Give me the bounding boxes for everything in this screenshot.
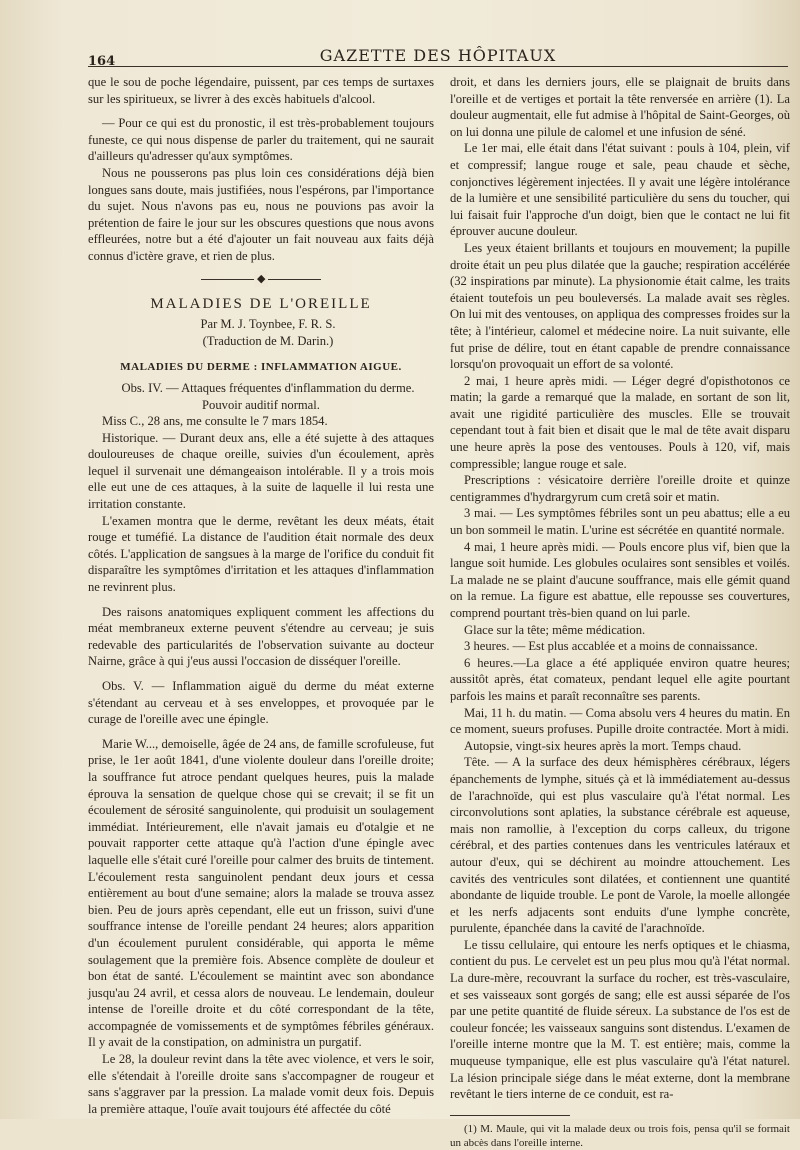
paragraph: 3 mai. — Les symptômes fébriles sont un peu abattus; elle a eu un bon sommeil le matin. L'urine est sécrétée en quantité normale. bbox=[450, 506, 790, 538]
paragraph: Des raisons anatomiques expliquent comment les affections du méat membraneux externe peuvent s'étendre au cerveau; je suis redevable des particularités de l'observation suivante au docteur Nairne, grâce à qui j'eus aussi l'occasion de disséquer l'oreille. bbox=[88, 604, 434, 669]
translator-line: (Traduction de M. Darin.) bbox=[202, 333, 334, 348]
observation-title: Obs. IV. — Attaques fréquentes d'inflammation du derme. Pouvoir auditif normal. bbox=[121, 380, 415, 412]
page-header bbox=[88, 44, 788, 67]
paragraph: Prescriptions : vésicatoire derrière l'oreille droite et quinze centigrammes d'hydrargyrum cum cretâ soir et matin. bbox=[450, 473, 790, 504]
paragraph: Tête. — A la surface des deux hémisphères cérébraux, légers épanchements de lymphe, situés çà et là immédiatement au-dessus de l'arachnoïde, qui est plus vasculaire qu'à l'état normal. Les circonvolutions sont aplaties, la substance cérébrale est aqueuse, mais non ramollie, à l'exception du corps calleux, du trigone cérébral, et des parties contenues dans les ventricules latéraux et autour d'eux, qui se déchirent au moindre attouchement. Les cavités des ventricules sont dilatées, et contiennent une quantité abondante de liquide trouble. Le pont de Varole, la moelle allongée et les nerfs adjacents sont enduits d'une lymphe concrète, purulente, épanchée dans la cavité de l'arachnoïde. bbox=[450, 755, 790, 936]
paragraph: Le tissu cellulaire, qui entoure les nerfs optiques et le chiasma, contient du pus. Le cervelet est un peu plus mou qu'à l'état normal. La dure-mère, recouvrant la surface du rocher, est très-vasculaire, et ses vaisseaux sont gorgés de sang; elle est aussi séparée de l'os par une petite quantité de fluide séreux. La substance de l'os est de couleur foncée; les vaisseaux sanguins sont distendus. L'examen de l'oreille interne montre que la M. T. est entière; mais, comme la muqueuse tympanique, elle est plus vasculaire qu'à l'état naturel. La lésion principale siége dans le méat externe, dont la membrane revêtant le tiers interne de ce conduit, est ra- bbox=[450, 937, 790, 1102]
paragraph: Nous ne pousserons pas plus loin ces considérations déjà bien longues sans doute, mais justifiées, nous l'espérons, par l'importance du sujet. Nous n'avons pas eu, nous ne pouvions pas avoir la prétention de faire le jour sur les obscures questions que nous avons effleurées, notre but a été d'ajouter un fait nouveau aux faits déjà connus d'ictère grave, et rien de plus. bbox=[88, 165, 434, 263]
footnote: (1) M. Maule, qui vit la malade deux ou trois fois, pensa qu'il se formait un abcès dans l'oreille interne. bbox=[450, 1122, 790, 1149]
paragraph: 2 mai, 1 heure après midi. — Léger degré d'opisthotonos ce matin; la garde a remarqué que la malade, en sortant de son lit, avait une rigidité particulière des muscles. Elle se trouvait cependant tout à fait bien et disait que le mal de tête avait disparu une heure après la pose des ventouses. Pouls à 120, vif, mais compressible; langue rouge et sale. bbox=[450, 373, 790, 471]
paragraph: que le sou de poche légendaire, puissent, par ces temps de surtaxes sur les spiritueux, se livrer à des excès habituels d'alcool. bbox=[88, 75, 434, 106]
paragraph: droit, et dans les derniers jours, elle se plaignait de bruits dans l'oreille et de vertiges et portait la tête renversée en arrière (1). La douleur augmentait, elle fut admise à l'hôpital de Saint-Georges, où on lui donna une pilule de calomel et une infusion de séné. bbox=[450, 75, 790, 139]
paragraph: Les yeux étaient brillants et toujours en mouvement; la pupille droite était un peu plus dilatée que la gauche; respiration accélérée (32 inspirations par minute). La physionomie était calme, les traits étaient toutefois un peu bouleversés. La malade avait ses règles. On lui mit des ventouses, on appliqua des compresses froides sur la tête; à l'intérieur, calomel et médecine noire. La nuit suivante, elle fut prise de délire, tout en étant capable de prendre connaissance lorsqu'on provoquait un effort de sa volonté. bbox=[450, 240, 790, 372]
right-column bbox=[450, 74, 790, 1150]
ornamental-divider bbox=[201, 279, 321, 280]
footnote-rule bbox=[450, 1115, 570, 1116]
paragraph: Le 28, la douleur revint dans la tête avec violence, et vers le soir, elle s'étendait à l'oreille droite sans s'accompagner de rougeur et sans s'aggraver par la pression. La malade vomit deux fois. Depuis la première attaque, l'ouïe avait toujours été affectée du côté bbox=[88, 1052, 434, 1116]
subheading: MALADIES DU DERME : INFLAMMATION AIGUE. bbox=[120, 361, 402, 374]
paragraph: 3 heures. — Est plus accablée et a moins de connaissance. bbox=[464, 639, 758, 654]
page-number: 164 bbox=[88, 54, 116, 69]
paragraph: 4 mai, 1 heure après midi. — Pouls encore plus vif, bien que la langue soit humide. Les globules oculaires sont sensibles et voilés. La malade ne se plaint d'aucune souffrance, mais elle gémit quand on la remue. La figure est abattue, elle repousse ses couvertures, comprend pourtant très-bien quand on lui parle. bbox=[450, 539, 790, 620]
author-line: Par M. J. Toynbee, F. R. S. bbox=[200, 317, 336, 332]
paragraph: L'examen montra que le derme, revêtant les deux méats, était rouge et tuméfié. La distance de l'audition était normale des deux côtés. L'application de sangsues à la marge de l'orifice du conduit fit disparaître les symptômes d'irritation et les attaques d'inflammation ne revinrent plus. bbox=[88, 513, 434, 595]
left-column bbox=[88, 74, 434, 1117]
paragraph: Le 1er mai, elle était dans l'état suivant : pouls à 104, plein, vif et compressif; langue rouge et sale, peau chaude et sèche, conjonctives légèrement injectées. Il y avait une légère intolérance de la lumière et une sensibilité particulière du sens du toucher, qui lui faisait fuir l'approche d'un doigt, bien que le contact ne lui fit éprouver aucune douleur. bbox=[450, 141, 790, 239]
paragraph: — Pour ce qui est du pronostic, il est très-probablement toujours funeste, ce qui nous dispense de parler du traitement, qui ne saurait d'ailleurs qu'adresser qu'aux symptômes. bbox=[88, 116, 434, 164]
paragraph: 6 heures.—La glace a été appliquée environ quatre heures; aussitôt après, état comateux, pendant lequel elle agite pourtant parfois les mains et paraît reconnaître ses parents. bbox=[450, 655, 790, 703]
paragraph: Autopsie, vingt-six heures après la mort. Temps chaud. bbox=[464, 738, 742, 753]
paragraph: Historique. — Durant deux ans, elle a été sujette à des attaques douloureuses de chaque oreille, suivies d'un écoulement, après lequel il survenait une démangeaison intolérable. Il y a trois mois elle eut une de ces attaques, à la suite de laquelle il lui resta une irritation constante. bbox=[88, 430, 434, 512]
paragraph: Marie W..., demoiselle, âgée de 24 ans, de famille scrofuleuse, fut prise, le 1er août 1841, d'une violente douleur dans l'oreille droite; la souffrance fut atroce pendant quelques heures, puis la malade éprouva la sensation de quelque chose qui se crevait; il se fit un écoulement de sérosité sanguinolente, qui produisit un soulagement immédiat. Intérieurement, elle n'avait jamais eu d'otalgie et ne pouvait rapporter cette attaque qu'à l'action d'une épingle avec laquelle elle s'était curé l'oreille pour calmer des bruits de tintement. L'écoulement resta sanguinolent pendant deux jours et cessa entièrement au bout d'une semaine; alors la malade se trouva assez bien. Peu de jours après cependant, elle eut un frisson, suivi d'une souffrance intense de l'oreille pendant 24 heures; alors apparition d'un écoulement purulent considérable, qui apporta le même soulagement que la première fois. Absence complète de douleur et bon état de santé. L'écoulement se maintint avec son abondance jusqu'au 24 avril, et cessa alors de nouveau. Le lendemain, douleur intense de l'oreille droite et du côté correspondant de la tête, accompagnée de vomissements et de symptômes fébriles généraux. Il y avait de la constipation, on administra un purgatif. bbox=[88, 736, 434, 1050]
observation-title: Obs. V. — Inflammation aiguë du derme du méat externe s'étendant au cerveau et à ses enveloppes, et provoquée par le curage de l'oreille avec une épingle. bbox=[88, 679, 434, 727]
section-title: MALADIES DE L'OREILLE bbox=[150, 295, 372, 312]
paragraph: Mai, 11 h. du matin. — Coma absolu vers 4 heures du matin. En ce moment, sueurs profuses. Pupille droite contractée. Mort à midi. bbox=[450, 705, 790, 737]
journal-title: GAZETTE DES HÔPITAUX bbox=[319, 46, 557, 65]
paragraph: Glace sur la tête; même médication. bbox=[464, 622, 646, 637]
paragraph: Miss C., 28 ans, me consulte le 7 mars 1854. bbox=[102, 414, 328, 429]
